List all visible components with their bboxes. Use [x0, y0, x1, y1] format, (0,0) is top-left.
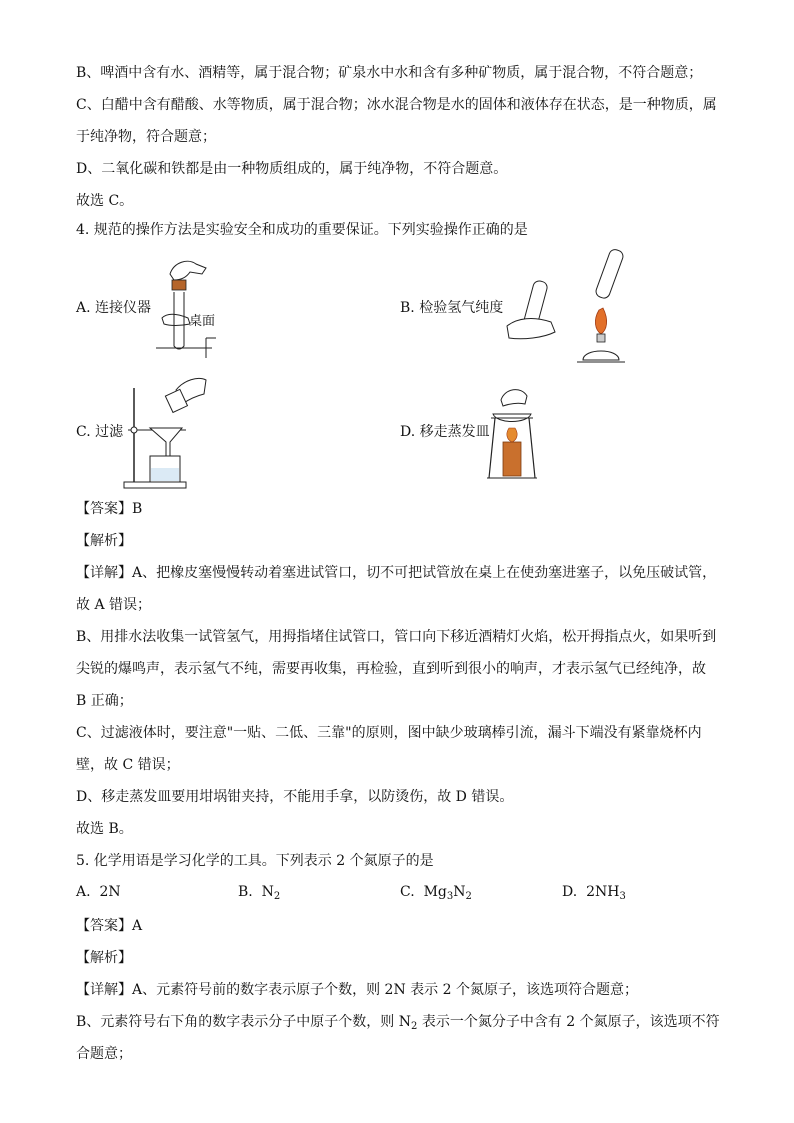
q4-explain-line: 尖锐的爆鸣声，表示氢气不纯，需要再收集，再检验，直到听到很小的响声，才表示氢气已经纯净，故: [76, 661, 706, 677]
question-4-stem: 4. 规范的操作方法是实验安全和成功的重要保证。下列实验操作正确的是: [76, 222, 528, 238]
connect-apparatus-figure: [150, 252, 220, 358]
q5-option-a-label: A.: [76, 884, 91, 900]
text-line: B、啤酒中含有水、酒精等，属于混合物；矿泉水中水和含有多种矿物质，属于混合物，不符合题意；: [76, 65, 703, 81]
text-line: 于纯净物，符合题意；: [76, 129, 216, 145]
q5-option-b-label: B.: [238, 884, 253, 900]
question-5-stem: 5. 化学用语是学习化学的工具。下列表示 2 个氮原子的是: [76, 853, 434, 869]
text-line: D、二氧化碳和铁都是由一种物质组成的，属于纯净物，不符合题意。: [76, 161, 508, 177]
q4-explain-line: C、过滤液体时，要注意"一贴、二低、三靠"的原则，图中缺少玻璃棒引流，漏斗下端没有紧靠烧杯内: [76, 725, 702, 741]
q4-answer: 【答案】B: [76, 501, 143, 517]
q4-option-a-label: A. 连接仪器: [76, 300, 152, 316]
q5-analysis-title: 【解析】: [76, 950, 132, 966]
filtration-figure: [120, 370, 210, 492]
q5-explain-line: 【详解】A、元素符号前的数字表示原子个数，则 2N 表示 2 个氮原子，该选项符合题意；: [76, 982, 638, 998]
q4-explain-line: 【详解】A、把橡皮塞慢慢转动着塞进试管口，切不可把试管放在桌上在使劲塞进塞子，以免压破试管，: [76, 565, 717, 581]
text-line: 故选 C。: [76, 193, 134, 209]
q5-option-a-formula: 2N: [99, 884, 121, 900]
q5-explain-line: B、元素符号右下角的数字表示分子中原子个数，则 $N_2$ 表示一个氮分子中含有 2 个氮原子，该选项不符: [76, 1014, 720, 1032]
q5-explain-line: 合题意；: [76, 1046, 132, 1062]
q4-option-c-label: C. 过滤: [76, 424, 124, 440]
q5-option-b-formula: $N_2$: [261, 884, 281, 902]
q4-analysis-title: 【解析】: [76, 533, 132, 549]
remove-evaporating-dish-figure: [487, 382, 537, 480]
q4-explain-line: 故选 B。: [76, 821, 133, 837]
q4-explain-line: 故 A 错误；: [76, 597, 152, 613]
q5-option-c-formula: $Mg_3N_2$: [423, 884, 472, 902]
q5-option-b: [238, 882, 280, 907]
q5-option-a: [76, 882, 121, 902]
q5-option-d-formula: $2NH_3$: [586, 884, 626, 902]
text-line: C、白醋中含有醋酸、水等物质，属于混合物；冰水混合物是水的固体和液体存在状态，是一种物质，属: [76, 97, 717, 113]
q5-option-d-label: D.: [562, 884, 578, 900]
q4-option-b-label: B. 检验氢气纯度: [400, 300, 504, 316]
q5-answer: 【答案】A: [76, 918, 143, 934]
hydrogen-purity-test-figure: [503, 248, 628, 366]
q4-explain-line: D、移走蒸发皿要用坩埚钳夹持，不能用手拿，以防烫伤，故 D 错误。: [76, 789, 514, 805]
q4-explain-line: B、用排水法收集一试管氢气，用拇指堵住试管口，管口向下移近酒精灯火焰，松开拇指点火，如果听到: [76, 629, 717, 645]
q5-option-c: [400, 882, 472, 907]
q4-explain-line: 壁，故 C 错误；: [76, 757, 180, 773]
q4-option-d-label: D. 移走蒸发皿: [400, 424, 490, 440]
q5-option-c-label: C.: [400, 884, 415, 900]
q4-explain-line: B 正确；: [76, 693, 133, 709]
desk-label: 桌面: [189, 314, 216, 329]
q5-option-d: [562, 882, 626, 907]
